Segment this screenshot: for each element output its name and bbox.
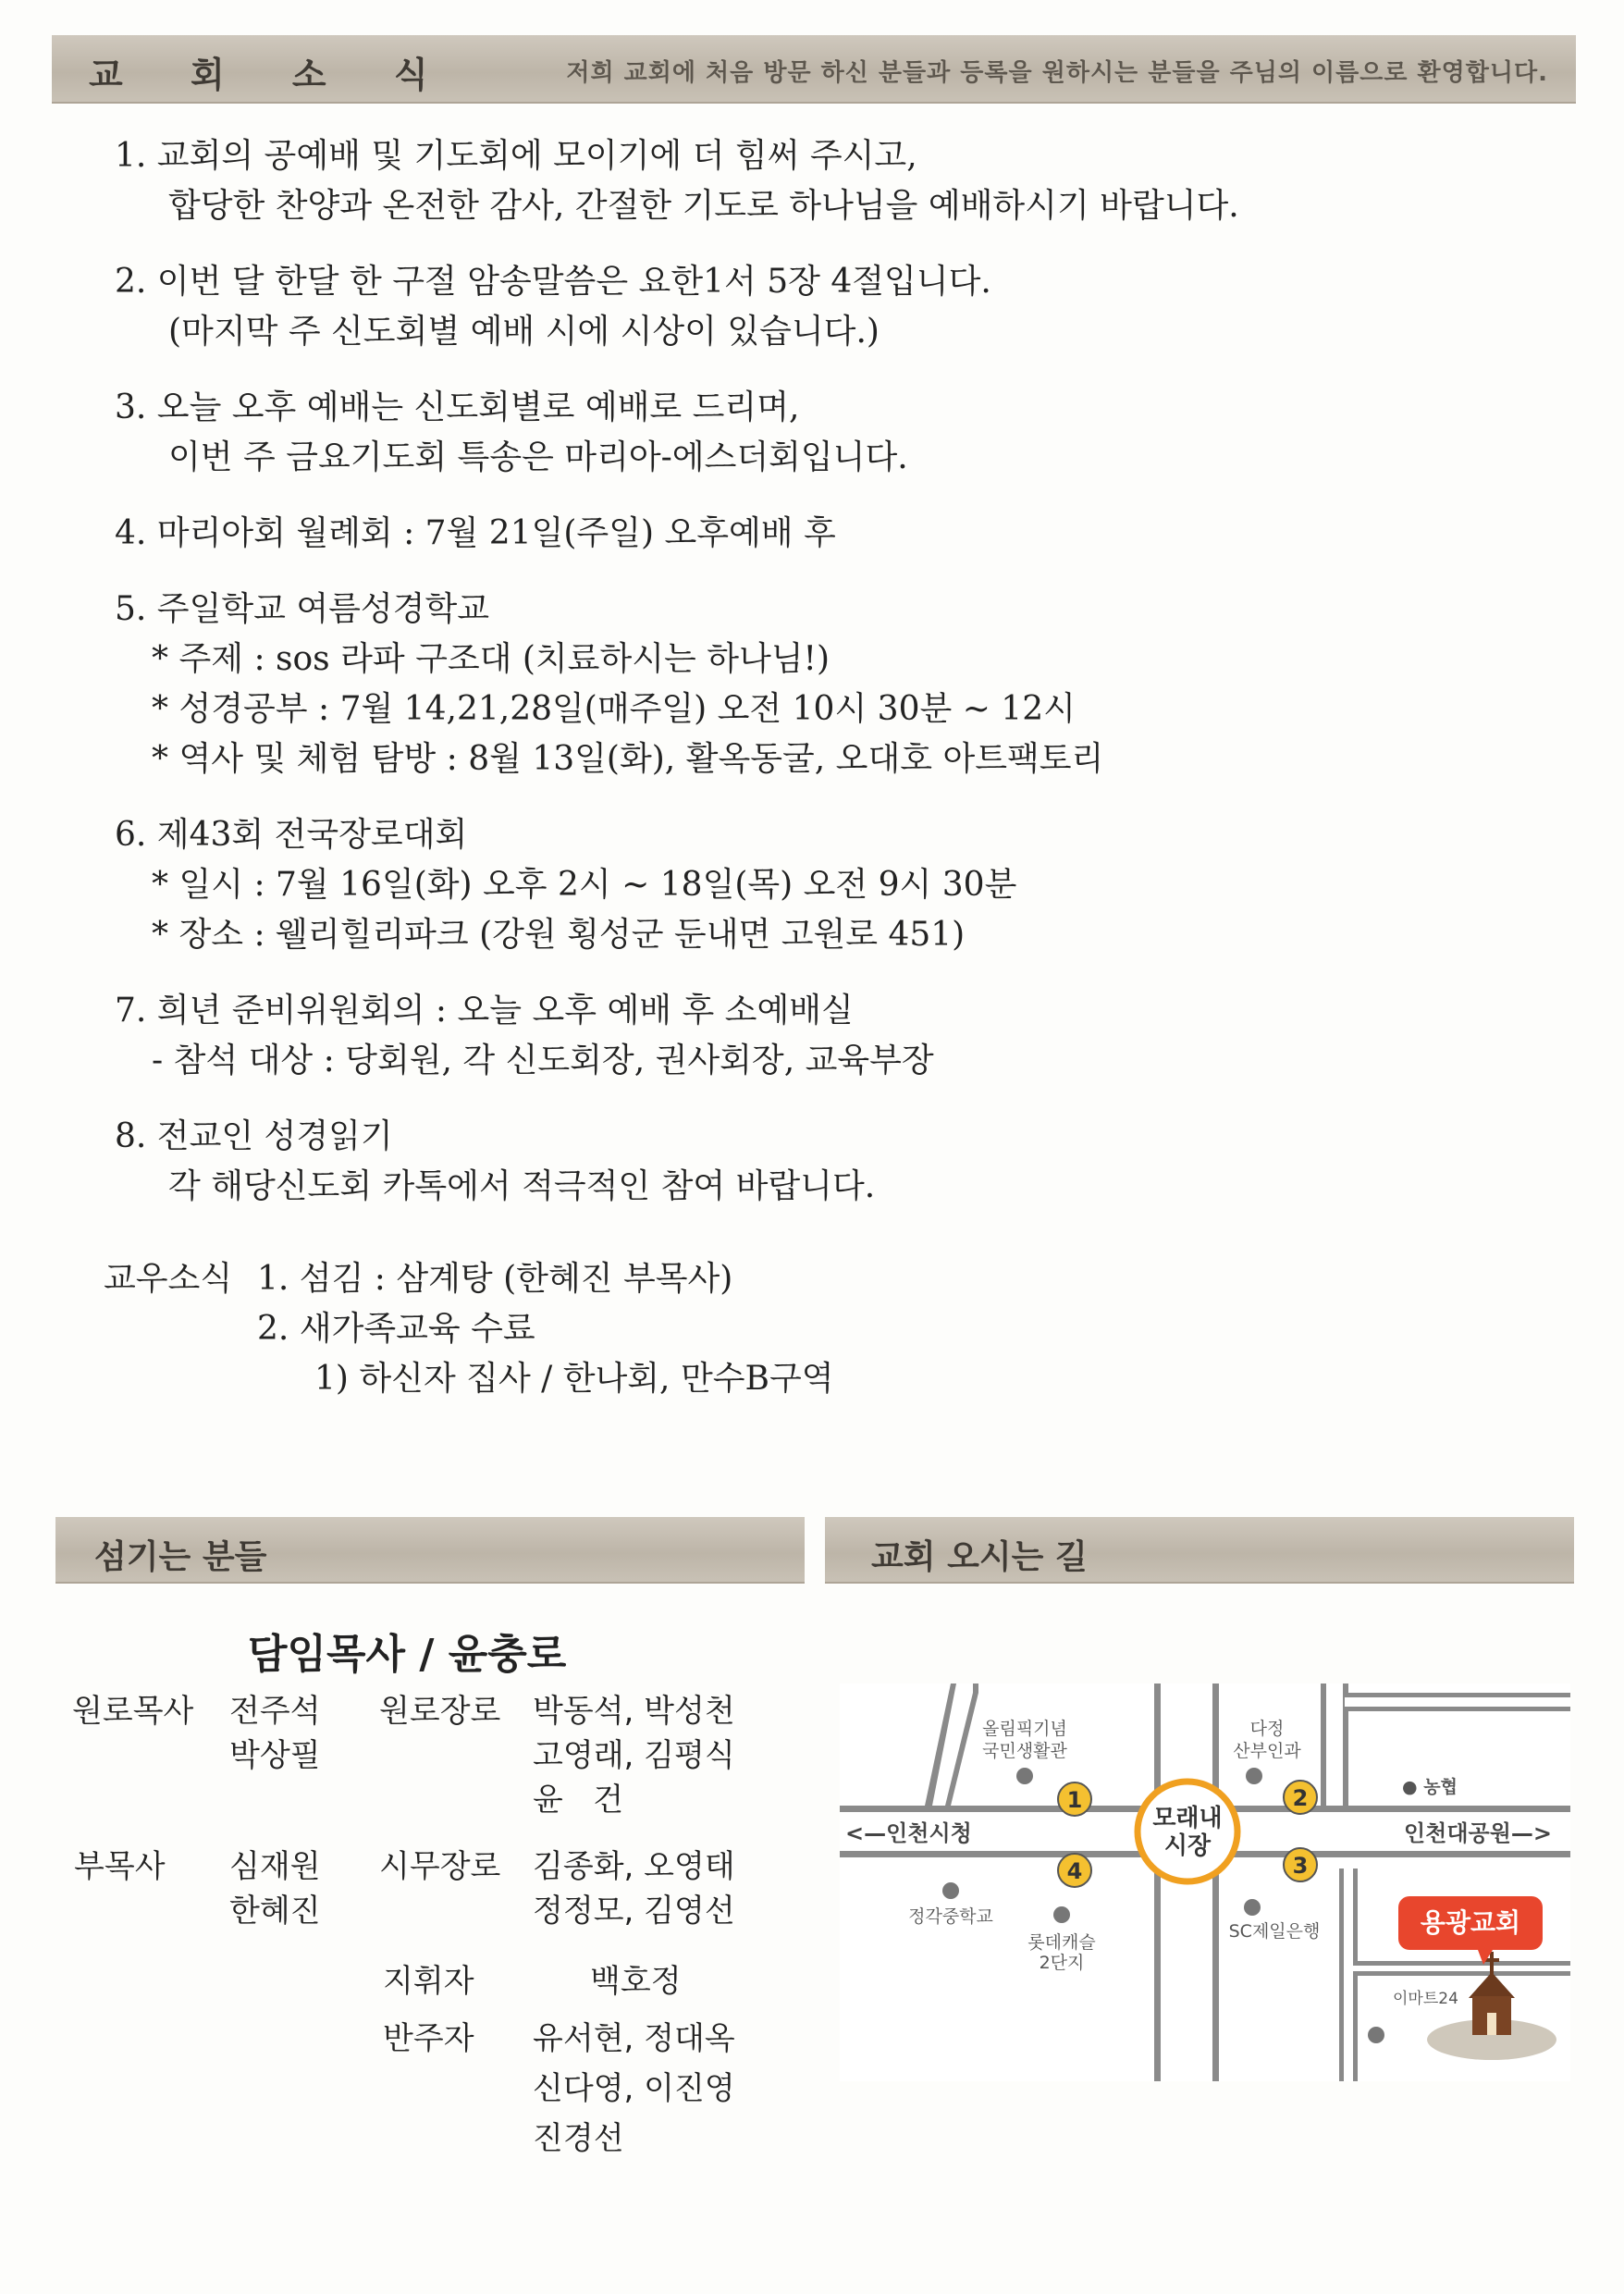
conductor-label: 지휘자	[383, 1963, 474, 2000]
exit-4: 4	[1066, 1858, 1083, 1884]
landmark-olympic: 올림픽기념	[982, 1719, 1067, 1739]
active-elder-names: 정정모, 김영선	[533, 1893, 735, 1930]
notice-item	[115, 1112, 1502, 1212]
church-news-banner	[52, 35, 1576, 104]
associate-pastor-name: 심재원	[229, 1848, 321, 1885]
notice-line: 5. 주일학교 여름성경학교	[115, 590, 489, 628]
notice-line: 이번 주 금요기도회 특송은 마리아-에스더회입니다.	[168, 438, 908, 476]
notice-line: 2. 이번 달 한달 한 구절 암송말씀은 요한1서 5장 4절입니다.	[115, 263, 991, 301]
emeritus-elder-names: 윤 건	[533, 1782, 624, 1819]
notice-line: 4. 마리아회 월례회 : 7월 21일(주일) 오후예배 후	[115, 514, 836, 552]
church-label: 용광교회	[1420, 1907, 1521, 1938]
notice-item	[115, 585, 1502, 784]
notice-line: 합당한 찬양과 온전한 감사, 간절한 기도로 하나님을 예배하시기 바랍니다.	[168, 187, 1239, 225]
notice-line: 1. 교회의 공예배 및 기도회에 모이기에 더 힘써 주시고,	[115, 137, 917, 175]
market-label: 모래내	[1152, 1805, 1223, 1832]
member-news-item: 1. 섬김 : 삼계탕 (한혜진 부목사)	[257, 1260, 733, 1298]
notice-line: * 역사 및 체험 탐방 : 8월 13일(화), 활옥동굴, 오대호 아트팩토리	[152, 740, 1104, 778]
landmark-lotte: 롯데캐슬	[1027, 1932, 1096, 1953]
conductor-name: 백호정	[590, 1963, 682, 2000]
directions-banner	[825, 1517, 1574, 1584]
notice-line: 8. 전교인 성경읽기	[115, 1117, 393, 1155]
landmark-sc-bank: SC제일은행	[1228, 1921, 1321, 1942]
notice-item	[115, 257, 1502, 357]
exit-2: 2	[1292, 1785, 1309, 1811]
accompanist-names: 신다영, 이진영	[533, 2070, 735, 2107]
senior-pastor: 담임목사 / 윤충로	[248, 1631, 567, 1678]
notice-line: 3. 오늘 오후 예배는 신도회별로 예배로 드리며,	[115, 388, 800, 426]
landmark-clinic: 산부인과	[1233, 1741, 1301, 1761]
notice-line: * 장소 : 웰리힐리파크 (강원 횡성군 둔내면 고원로 451)	[152, 916, 966, 954]
member-news-item: 2. 새가족교육 수료	[257, 1310, 535, 1348]
notice-item	[115, 131, 1502, 231]
servers-title: 섬기는 분들	[94, 1538, 267, 1576]
notice-item	[115, 383, 1502, 483]
notice-line: * 일시 : 7월 16일(화) 오후 2시 ~ 18일(목) 오전 9시 30분	[152, 866, 1017, 904]
notice-line: 각 해당신도회 카톡에서 적극적인 참여 바랍니다.	[168, 1167, 876, 1205]
notice-item	[115, 810, 1502, 960]
emeritus-pastor-name: 박상필	[229, 1737, 321, 1774]
emeritus-elder-names: 고영래, 김평식	[533, 1737, 735, 1774]
servers-banner	[55, 1517, 805, 1584]
notice-list	[115, 131, 1502, 1238]
landmark-clinic: 다정	[1249, 1719, 1285, 1739]
accompanist-names: 진경선	[533, 2120, 624, 2157]
accompanist-label: 반주자	[383, 2020, 474, 2057]
landmark-nonghyup: ● 농협	[1402, 1777, 1458, 1797]
emeritus-elder-label: 원로장로	[379, 1693, 501, 1730]
welcome-message: 저희 교회에 처음 방문 하신 분들과 등록을 원하시는 분들을 주님의 이름으로 환영합니다.	[566, 59, 1548, 87]
exit-1: 1	[1066, 1787, 1083, 1813]
notice-item	[115, 509, 1502, 559]
notice-line: - 참석 대상 : 당회원, 각 신도회장, 권사회장, 교육부장	[152, 1042, 934, 1079]
associate-pastor-name: 한혜진	[229, 1893, 321, 1930]
active-elder-label: 시무장로	[379, 1848, 501, 1885]
banner-title: 교 회 소 식	[89, 55, 456, 95]
directions-title: 교회 오시는 길	[871, 1538, 1088, 1576]
member-news-subitem: 1) 하신자 집사 / 한나회, 만수B구역	[314, 1360, 834, 1398]
notice-line: (마지막 주 신도회별 예배 시에 시상이 있습니다.)	[168, 313, 880, 351]
notice-line: 6. 제43회 전국장로대회	[115, 816, 468, 854]
member-news-label: 교우소식	[104, 1260, 233, 1298]
emeritus-pastor-label: 원로목사	[72, 1693, 194, 1730]
market-label: 시장	[1163, 1832, 1212, 1860]
exit-3: 3	[1292, 1853, 1309, 1879]
associate-pastor-label: 부목사	[74, 1848, 166, 1885]
accompanist-names: 유서현, 정대옥	[533, 2020, 735, 2057]
directions-map	[840, 1684, 1570, 2081]
notice-line: 7. 희년 준비위원회의 : 오늘 오후 예배 후 소예배실	[115, 992, 854, 1030]
notice-line: * 주제 : sos 라파 구조대 (치료하시는 하나님!)	[152, 640, 830, 678]
active-elder-names: 김종화, 오영태	[533, 1848, 735, 1885]
right-road-label: 인천대공원—>	[1404, 1820, 1553, 1846]
landmark-emart: 이마트24	[1393, 1990, 1458, 2008]
emeritus-elder-names: 박동석, 박성천	[533, 1693, 735, 1730]
landmark-school: 정각중학교	[908, 1906, 993, 1927]
notice-line: * 성경공부 : 7월 14,21,28일(매주일) 오전 10시 30분 ~ 12시	[152, 690, 1076, 728]
left-road-label: <—인천시청	[845, 1820, 972, 1846]
emeritus-pastor-name: 전주석	[229, 1693, 321, 1730]
landmark-olympic: 국민생활관	[982, 1741, 1067, 1761]
landmark-lotte: 2단지	[1039, 1953, 1085, 1973]
notice-item	[115, 986, 1502, 1086]
